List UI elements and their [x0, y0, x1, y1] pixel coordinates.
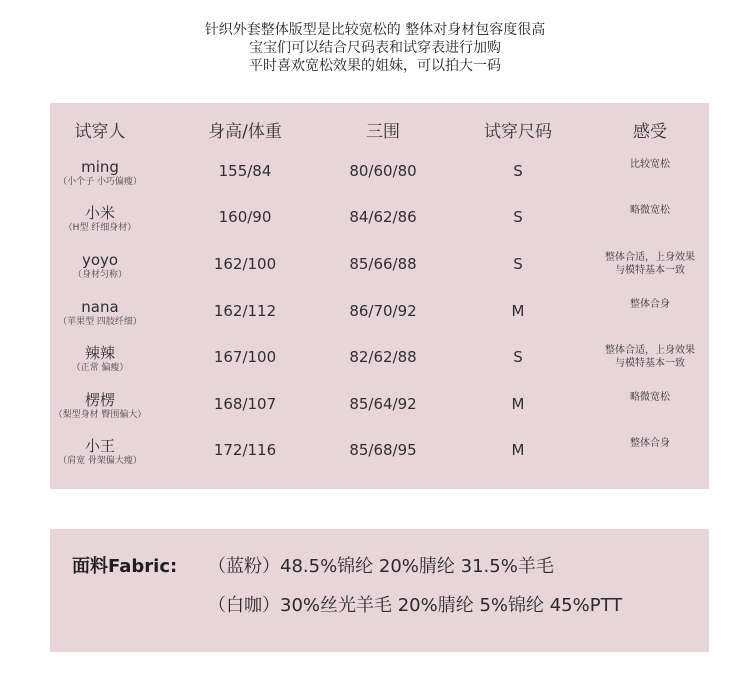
height-weight-cell: 167/100 [213, 348, 277, 366]
tester-note: （身材匀称） [72, 270, 127, 280]
tester-name: ming [81, 158, 119, 176]
header-measurements: 三围 [366, 122, 400, 142]
header-height-weight: 身高/体重 [208, 122, 282, 142]
size-cell: M [511, 302, 525, 320]
fabric-composition-white-coffee: （白咖）30%丝光羊毛 20%腈纶 5%锦纶 45%PTT [208, 595, 623, 616]
tester-cell [50, 391, 150, 421]
size-cell: S [513, 162, 523, 180]
measurements-cell: 80/60/80 [349, 162, 417, 180]
header-feeling: 感受 [633, 122, 667, 142]
table-header-row [50, 103, 709, 149]
tester-note: （肩宽 骨架偏大瘦） [58, 456, 142, 466]
height-weight-cell: 172/116 [213, 441, 277, 459]
intro-line-2: 宝宝们可以结合尺码表和试穿表进行加购 [249, 40, 501, 56]
intro-line-1: 针织外套整体版型是比较宽松的 整体对身材包容度很高 [204, 22, 546, 38]
intro-text [0, 21, 750, 75]
tester-name: 楞楞 [84, 391, 115, 409]
feeling-line-1: 比较宽松 [630, 159, 670, 170]
feeling-line-1: 略微宽松 [630, 205, 670, 216]
feeling-cell [590, 204, 710, 217]
feeling-cell [590, 298, 710, 311]
height-weight-cell: 168/107 [213, 395, 277, 413]
measurements-cell: 85/68/95 [349, 441, 417, 459]
tester-cell [50, 437, 150, 467]
tester-cell [50, 251, 150, 281]
height-weight-cell: 155/84 [218, 162, 272, 180]
tester-cell [50, 344, 150, 374]
tester-note: （梨型身材 臀围偏大） [53, 410, 147, 420]
feeling-line-1: 整体合身 [630, 299, 670, 310]
feeling-cell [590, 344, 710, 370]
tester-name: 小米 [84, 204, 115, 222]
tester-name: 小王 [84, 437, 115, 455]
tester-note: （H型 纤细身材） [63, 223, 137, 233]
measurements-cell: 85/66/88 [349, 255, 417, 273]
intro-line-3: 平时喜欢宽松效果的姐妹，可以拍大一码 [249, 58, 501, 74]
fabric-label: 面料Fabric: [72, 556, 178, 577]
height-weight-cell: 160/90 [218, 208, 272, 226]
measurements-cell: 85/64/92 [349, 395, 417, 413]
header-size: 试穿尺码 [484, 122, 552, 142]
size-cell: S [513, 348, 523, 366]
try-on-table [50, 103, 709, 489]
feeling-line-2: 与模特基本一致 [615, 358, 685, 369]
fabric-panel [50, 529, 709, 652]
tester-name: 辣辣 [84, 344, 115, 362]
tester-note: （小个子 小巧偏瘦） [58, 177, 142, 187]
feeling-cell [590, 391, 710, 404]
measurements-cell: 82/62/88 [349, 348, 417, 366]
size-cell: S [513, 255, 523, 273]
feeling-line-1: 整体合适，上身效果 [605, 345, 695, 356]
size-cell: M [511, 441, 525, 459]
measurements-cell: 84/62/86 [349, 208, 417, 226]
tester-name: yoyo [81, 251, 119, 269]
tester-note: （正常 偏瘦） [71, 363, 129, 373]
feeling-line-1: 略微宽松 [630, 392, 670, 403]
size-cell: M [511, 395, 525, 413]
height-weight-cell: 162/112 [213, 302, 277, 320]
tester-name: nana [81, 298, 119, 316]
feeling-cell [590, 437, 710, 450]
tester-cell [50, 298, 150, 328]
feeling-cell [590, 251, 710, 277]
header-tester: 试穿人 [74, 122, 126, 142]
feeling-cell [590, 158, 710, 171]
measurements-cell: 86/70/92 [349, 302, 417, 320]
tester-cell [50, 158, 150, 188]
feeling-line-1: 整体合适，上身效果 [605, 252, 695, 263]
tester-cell [50, 204, 150, 234]
feeling-line-2: 与模特基本一致 [615, 265, 685, 276]
feeling-line-1: 整体合身 [630, 438, 670, 449]
height-weight-cell: 162/100 [213, 255, 277, 273]
fabric-composition-blue-pink: （蓝粉）48.5%锦纶 20%腈纶 31.5%羊毛 [208, 556, 554, 577]
size-cell: S [513, 208, 523, 226]
tester-note: （苹果型 四肢纤细） [58, 317, 142, 327]
